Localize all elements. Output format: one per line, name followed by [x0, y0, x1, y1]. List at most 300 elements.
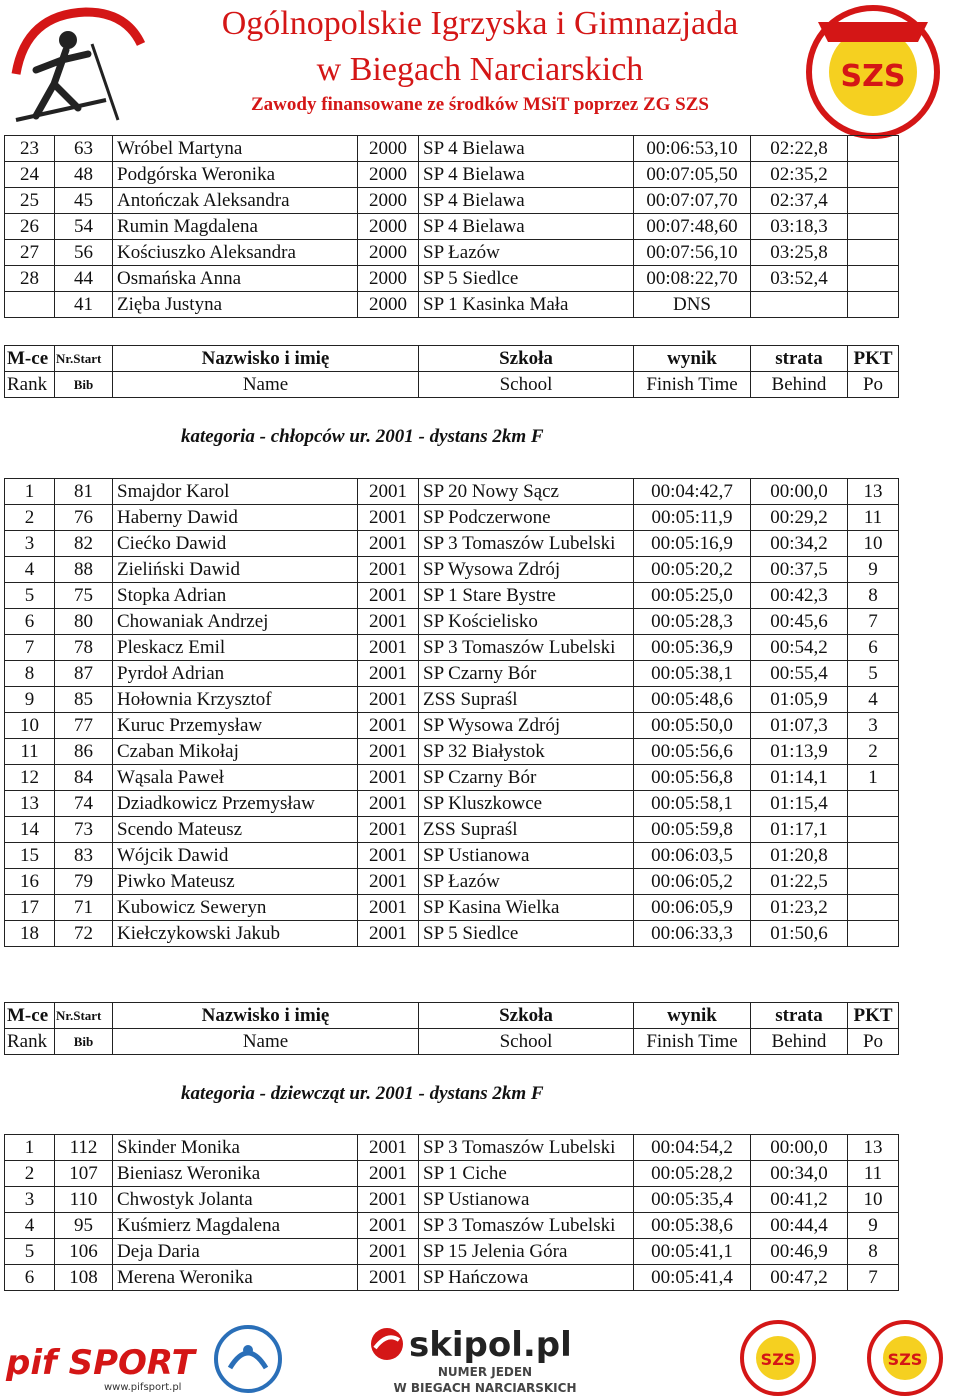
header-time-pl: wynik — [634, 1003, 751, 1029]
cell-name: Ciećko Dawid — [113, 531, 358, 557]
cell-finish-time: DNS — [634, 292, 751, 318]
table-row — [5, 869, 899, 895]
cell-rank: 12 — [5, 765, 55, 791]
cell-behind: 00:55,4 — [751, 661, 848, 687]
cell-finish-time: 00:05:56,6 — [634, 739, 751, 765]
cell-behind: 01:50,6 — [751, 921, 848, 947]
header-name-pl: Nazwisko i imię — [113, 346, 419, 372]
cell-year: 2001 — [358, 1213, 419, 1239]
cell-behind: 02:35,2 — [751, 162, 848, 188]
table-row — [5, 583, 899, 609]
cell-bib: 54 — [55, 214, 113, 240]
cell-finish-time: 00:05:41,4 — [634, 1265, 751, 1291]
header-bib-en: Bib — [55, 372, 113, 398]
table-row — [5, 1213, 899, 1239]
cell-bib: 80 — [55, 609, 113, 635]
cell-school: SP Łazów — [419, 869, 634, 895]
szs-badge-label: SZS — [760, 1350, 796, 1369]
cell-points: 13 — [848, 1135, 899, 1161]
cell-name: Antończak Aleksandra — [113, 188, 358, 214]
cell-behind: 00:41,2 — [751, 1187, 848, 1213]
cell-school: SP 4 Bielawa — [419, 162, 634, 188]
cell-finish-time: 00:04:54,2 — [634, 1135, 751, 1161]
cell-school: SP 3 Tomaszów Lubelski — [419, 635, 634, 661]
cell-name: Wróbel Martyna — [113, 136, 358, 162]
cell-bib: 72 — [55, 921, 113, 947]
szs-badge-icon — [860, 1318, 950, 1397]
cell-school: ZSS Supraśl — [419, 817, 634, 843]
table-row — [5, 921, 899, 947]
cell-behind: 02:22,8 — [751, 136, 848, 162]
cell-year: 2001 — [358, 609, 419, 635]
header-points-pl: PKT — [848, 346, 899, 372]
cell-behind: 00:00,0 — [751, 479, 848, 505]
cell-year: 2001 — [358, 869, 419, 895]
results-table-boys-2001 — [4, 478, 899, 947]
cell-finish-time: 00:05:11,9 — [634, 505, 751, 531]
cell-finish-time: 00:05:28,2 — [634, 1161, 751, 1187]
table-row — [5, 531, 899, 557]
table-row — [5, 240, 899, 266]
cell-school: SP Ustianowa — [419, 1187, 634, 1213]
skipol-tagline-2: W BIEGACH NARCIARSKICH — [393, 1381, 577, 1395]
cell-behind: 01:07,3 — [751, 713, 848, 739]
cell-school: SP 3 Tomaszów Lubelski — [419, 1135, 634, 1161]
cell-name: Zięba Justyna — [113, 292, 358, 318]
cell-bib: 84 — [55, 765, 113, 791]
cell-school: SP 5 Siedlce — [419, 921, 634, 947]
header-rank-pl: M-ce — [5, 1003, 55, 1029]
cell-name: Merena Weronika — [113, 1265, 358, 1291]
header-school-pl: Szkoła — [419, 1003, 634, 1029]
skipol-logo — [365, 1318, 595, 1397]
header-row-pl — [5, 1003, 899, 1029]
cell-school: SP 4 Bielawa — [419, 136, 634, 162]
cell-behind: 01:14,1 — [751, 765, 848, 791]
cell-name: Pleskacz Emil — [113, 635, 358, 661]
cell-bib: 95 — [55, 1213, 113, 1239]
cell-school: SP Czarny Bór — [419, 661, 634, 687]
cell-bib: 85 — [55, 687, 113, 713]
cell-behind: 00:34,0 — [751, 1161, 848, 1187]
cell-name: Scendo Mateusz — [113, 817, 358, 843]
cell-behind: 00:44,4 — [751, 1213, 848, 1239]
header-row-pl — [5, 346, 899, 372]
cell-points: 1 — [848, 765, 899, 791]
cell-name: Kiełczykowski Jakub — [113, 921, 358, 947]
cell-behind: 01:05,9 — [751, 687, 848, 713]
skipol-logo-label: skipol.pl — [409, 1325, 572, 1365]
cell-behind: 01:22,5 — [751, 869, 848, 895]
pif-sport-logo — [0, 1318, 215, 1397]
cell-name: Podgórska Weronika — [113, 162, 358, 188]
cell-name: Smajdor Karol — [113, 479, 358, 505]
cell-points — [848, 869, 899, 895]
cell-name: Rumin Magdalena — [113, 214, 358, 240]
page-header — [0, 0, 960, 135]
szs-badge-icon — [738, 1318, 818, 1397]
table-row — [5, 266, 899, 292]
cell-points: 11 — [848, 1161, 899, 1187]
cell-rank: 26 — [5, 214, 55, 240]
cell-behind: 00:45,6 — [751, 609, 848, 635]
table-row — [5, 843, 899, 869]
cell-school: SP Podczerwone — [419, 505, 634, 531]
cell-points — [848, 240, 899, 266]
cell-behind: 01:23,2 — [751, 895, 848, 921]
header-rank-en: Rank — [5, 1029, 55, 1055]
table-row — [5, 1161, 899, 1187]
cell-name: Skinder Monika — [113, 1135, 358, 1161]
cell-year: 2001 — [358, 557, 419, 583]
cell-behind: 00:47,2 — [751, 1265, 848, 1291]
header-points-pl: PKT — [848, 1003, 899, 1029]
cell-rank: 23 — [5, 136, 55, 162]
cell-behind: 00:46,9 — [751, 1239, 848, 1265]
cell-bib: 88 — [55, 557, 113, 583]
cell-points: 5 — [848, 661, 899, 687]
cell-name: Kuśmierz Magdalena — [113, 1213, 358, 1239]
cell-bib: 106 — [55, 1239, 113, 1265]
cell-rank: 5 — [5, 1239, 55, 1265]
cell-bib: 77 — [55, 713, 113, 739]
cell-points: 10 — [848, 1187, 899, 1213]
cell-points — [848, 136, 899, 162]
cell-year: 2001 — [358, 661, 419, 687]
cell-bib: 48 — [55, 162, 113, 188]
cell-finish-time: 00:05:36,9 — [634, 635, 751, 661]
cell-behind: 01:15,4 — [751, 791, 848, 817]
header-school-en: School — [419, 372, 634, 398]
category-heading-boys: kategoria - chłopców ur. 2001 - dystans 2km F — [181, 426, 544, 447]
cell-rank: 16 — [5, 869, 55, 895]
cell-finish-time: 00:05:50,0 — [634, 713, 751, 739]
cell-rank: 6 — [5, 1265, 55, 1291]
cell-points — [848, 188, 899, 214]
cell-finish-time: 00:07:56,10 — [634, 240, 751, 266]
table-row — [5, 687, 899, 713]
cell-name: Chowaniak Andrzej — [113, 609, 358, 635]
cell-behind: 00:34,2 — [751, 531, 848, 557]
cell-name: Dziadkowicz Przemysław — [113, 791, 358, 817]
cell-finish-time: 00:05:58,1 — [634, 791, 751, 817]
cell-points — [848, 162, 899, 188]
cell-behind: 01:17,1 — [751, 817, 848, 843]
cell-name: Chwostyk Jolanta — [113, 1187, 358, 1213]
cell-behind: 01:13,9 — [751, 739, 848, 765]
cell-name: Deja Daria — [113, 1239, 358, 1265]
cell-bib: 76 — [55, 505, 113, 531]
cell-rank: 28 — [5, 266, 55, 292]
cell-finish-time: 00:06:33,3 — [634, 921, 751, 947]
header-behind-en: Behind — [751, 1029, 848, 1055]
cell-bib: 87 — [55, 661, 113, 687]
cell-finish-time: 00:06:05,2 — [634, 869, 751, 895]
cell-bib: 82 — [55, 531, 113, 557]
cell-name: Wójcik Dawid — [113, 843, 358, 869]
cell-name: Zieliński Dawid — [113, 557, 358, 583]
cell-name: Kościuszko Aleksandra — [113, 240, 358, 266]
cell-name: Osmańska Anna — [113, 266, 358, 292]
cell-school: SP Wysowa Zdrój — [419, 713, 634, 739]
header-name-pl: Nazwisko i imię — [113, 1003, 419, 1029]
header-school-pl: Szkoła — [419, 346, 634, 372]
cell-bib: 78 — [55, 635, 113, 661]
table-row — [5, 791, 899, 817]
cell-year: 2001 — [358, 895, 419, 921]
cell-rank: 27 — [5, 240, 55, 266]
cell-bib: 83 — [55, 843, 113, 869]
header-bib-en: Bib — [55, 1029, 113, 1055]
cell-year: 2001 — [358, 1187, 419, 1213]
cell-school: SP Hańczowa — [419, 1265, 634, 1291]
cell-school: SP 15 Jelenia Góra — [419, 1239, 634, 1265]
cell-bib: 75 — [55, 583, 113, 609]
cell-points — [848, 843, 899, 869]
cell-school: SP 4 Bielawa — [419, 188, 634, 214]
cell-year: 2001 — [358, 583, 419, 609]
table-row — [5, 1135, 899, 1161]
cell-points: 13 — [848, 479, 899, 505]
cell-name: Haberny Dawid — [113, 505, 358, 531]
cell-bib: 63 — [55, 136, 113, 162]
header-name-en: Name — [113, 372, 419, 398]
cell-rank: 24 — [5, 162, 55, 188]
sponsor-footer — [0, 1318, 960, 1397]
cell-year: 2001 — [358, 843, 419, 869]
header-time-en: Finish Time — [634, 1029, 751, 1055]
cell-rank: 1 — [5, 1135, 55, 1161]
cell-year: 2001 — [358, 921, 419, 947]
table-row — [5, 162, 899, 188]
results-table-girls-2001 — [4, 1134, 899, 1291]
cell-finish-time: 00:05:16,9 — [634, 531, 751, 557]
category-heading-girls: kategoria - dziewcząt ur. 2001 - dystans 2km F — [181, 1083, 544, 1104]
cell-name: Pyrdoł Adrian — [113, 661, 358, 687]
table-row — [5, 479, 899, 505]
cell-points: 6 — [848, 635, 899, 661]
cell-points: 7 — [848, 609, 899, 635]
cell-rank: 1 — [5, 479, 55, 505]
cell-year: 2001 — [358, 1161, 419, 1187]
cell-year: 2001 — [358, 1239, 419, 1265]
header-name-en: Name — [113, 1029, 419, 1055]
cell-behind: 00:42,3 — [751, 583, 848, 609]
cell-bib: 74 — [55, 791, 113, 817]
szs-badge-label: SZS — [840, 59, 906, 94]
pif-sport-logo-label: pif SPORT — [6, 1343, 195, 1383]
cell-rank: 8 — [5, 661, 55, 687]
cell-name: Hołownia Krzysztof — [113, 687, 358, 713]
results-table-girls-2000 — [4, 135, 899, 318]
cell-name: Stopka Adrian — [113, 583, 358, 609]
cell-finish-time: 00:07:05,50 — [634, 162, 751, 188]
cell-year: 2001 — [358, 1135, 419, 1161]
cell-points: 3 — [848, 713, 899, 739]
cell-year: 2001 — [358, 635, 419, 661]
cell-rank: 4 — [5, 557, 55, 583]
cell-finish-time: 00:06:53,10 — [634, 136, 751, 162]
cell-rank: 9 — [5, 687, 55, 713]
cell-rank: 5 — [5, 583, 55, 609]
cell-year: 2001 — [358, 531, 419, 557]
table-row — [5, 1265, 899, 1291]
cell-school: SP Łazów — [419, 240, 634, 266]
table-row — [5, 635, 899, 661]
cell-year: 2000 — [358, 292, 419, 318]
cell-points: 7 — [848, 1265, 899, 1291]
table-row — [5, 188, 899, 214]
cell-finish-time: 00:05:38,1 — [634, 661, 751, 687]
cell-behind: 00:29,2 — [751, 505, 848, 531]
cell-school: SP 1 Ciche — [419, 1161, 634, 1187]
cell-finish-time: 00:05:28,3 — [634, 609, 751, 635]
cell-year: 2001 — [358, 765, 419, 791]
cell-rank: 3 — [5, 1187, 55, 1213]
cell-rank: 2 — [5, 505, 55, 531]
page-title-line2: w Biegach Narciarskich — [316, 51, 644, 88]
table-row — [5, 136, 899, 162]
cell-year: 2001 — [358, 739, 419, 765]
cell-school: SP 32 Białystok — [419, 739, 634, 765]
cell-year: 2000 — [358, 214, 419, 240]
cell-year: 2000 — [358, 188, 419, 214]
table-row — [5, 765, 899, 791]
cell-name: Czaban Mikołaj — [113, 739, 358, 765]
header-time-pl: wynik — [634, 346, 751, 372]
cell-points: 10 — [848, 531, 899, 557]
cell-rank: 17 — [5, 895, 55, 921]
cell-finish-time: 00:04:42,7 — [634, 479, 751, 505]
cell-finish-time: 00:05:59,8 — [634, 817, 751, 843]
cell-behind: 03:25,8 — [751, 240, 848, 266]
cell-points — [848, 266, 899, 292]
cell-finish-time: 00:05:48,6 — [634, 687, 751, 713]
cell-behind: 00:37,5 — [751, 557, 848, 583]
cell-finish-time: 00:06:05,9 — [634, 895, 751, 921]
header-bib-pl: Nr.Start — [55, 346, 113, 372]
cell-bib: 108 — [55, 1265, 113, 1291]
cell-rank: 15 — [5, 843, 55, 869]
cell-bib: 86 — [55, 739, 113, 765]
header-time-en: Finish Time — [634, 372, 751, 398]
header-points-en: Po — [848, 1029, 899, 1055]
header-row-en — [5, 1029, 899, 1055]
table-row — [5, 214, 899, 240]
table-row — [5, 557, 899, 583]
table-row — [5, 1187, 899, 1213]
header-row-en — [5, 372, 899, 398]
szs-badge-icon — [798, 2, 948, 142]
header-behind-en: Behind — [751, 372, 848, 398]
cell-school: SP Wysowa Zdrój — [419, 557, 634, 583]
cell-school: SP 1 Stare Bystre — [419, 583, 634, 609]
cell-finish-time: 00:05:35,4 — [634, 1187, 751, 1213]
cell-rank: 4 — [5, 1213, 55, 1239]
cell-rank — [5, 292, 55, 318]
cell-year: 2000 — [358, 240, 419, 266]
cell-bib: 112 — [55, 1135, 113, 1161]
cell-bib: 79 — [55, 869, 113, 895]
cell-rank: 25 — [5, 188, 55, 214]
cell-points — [848, 214, 899, 240]
header-points-en: Po — [848, 372, 899, 398]
cell-year: 2001 — [358, 817, 419, 843]
cell-points: 2 — [848, 739, 899, 765]
header-behind-pl: strata — [751, 1003, 848, 1029]
cell-rank: 6 — [5, 609, 55, 635]
cell-points: 4 — [848, 687, 899, 713]
cell-points — [848, 895, 899, 921]
cell-school: SP 4 Bielawa — [419, 214, 634, 240]
table-row — [5, 817, 899, 843]
cell-rank: 11 — [5, 739, 55, 765]
cell-bib: 44 — [55, 266, 113, 292]
cell-points — [848, 921, 899, 947]
cell-finish-time: 00:05:56,8 — [634, 765, 751, 791]
cell-finish-time: 00:07:07,70 — [634, 188, 751, 214]
cell-bib: 81 — [55, 479, 113, 505]
cell-finish-time: 00:08:22,70 — [634, 266, 751, 292]
cell-rank: 3 — [5, 531, 55, 557]
cell-name: Wąsala Paweł — [113, 765, 358, 791]
cell-points: 8 — [848, 583, 899, 609]
cell-behind: 00:00,0 — [751, 1135, 848, 1161]
cell-points — [848, 292, 899, 318]
cell-bib: 107 — [55, 1161, 113, 1187]
cell-school: SP 3 Tomaszów Lubelski — [419, 531, 634, 557]
header-rank-en: Rank — [5, 372, 55, 398]
cell-bib: 56 — [55, 240, 113, 266]
table-row — [5, 739, 899, 765]
cell-school: ZSS Supraśl — [419, 687, 634, 713]
cell-bib: 41 — [55, 292, 113, 318]
cell-year: 2001 — [358, 713, 419, 739]
pif-sport-url: www.pifsport.pl — [104, 1382, 182, 1393]
cell-year: 2000 — [358, 136, 419, 162]
cell-behind: 03:18,3 — [751, 214, 848, 240]
cell-school: SP 5 Siedlce — [419, 266, 634, 292]
table-row — [5, 609, 899, 635]
cell-rank: 18 — [5, 921, 55, 947]
cell-points: 8 — [848, 1239, 899, 1265]
cell-school: SP Kasina Wielka — [419, 895, 634, 921]
cell-bib: 45 — [55, 188, 113, 214]
skier-logo-icon — [6, 4, 146, 124]
cell-points — [848, 791, 899, 817]
cell-finish-time: 00:07:48,60 — [634, 214, 751, 240]
cell-rank: 2 — [5, 1161, 55, 1187]
column-header-block — [4, 1002, 899, 1055]
cell-behind — [751, 292, 848, 318]
cell-year: 2000 — [358, 266, 419, 292]
cell-rank: 13 — [5, 791, 55, 817]
cell-points: 11 — [848, 505, 899, 531]
header-school-en: School — [419, 1029, 634, 1055]
table-row — [5, 292, 899, 318]
cell-school: SP Ustianowa — [419, 843, 634, 869]
header-rank-pl: M-ce — [5, 346, 55, 372]
cell-behind: 02:37,4 — [751, 188, 848, 214]
table-row — [5, 505, 899, 531]
cell-finish-time: 00:05:20,2 — [634, 557, 751, 583]
cell-name: Piwko Mateusz — [113, 869, 358, 895]
cell-finish-time: 00:06:03,5 — [634, 843, 751, 869]
cell-behind: 01:20,8 — [751, 843, 848, 869]
cell-finish-time: 00:05:25,0 — [634, 583, 751, 609]
header-bib-pl: Nr.Start — [55, 1003, 113, 1029]
cell-year: 2001 — [358, 479, 419, 505]
